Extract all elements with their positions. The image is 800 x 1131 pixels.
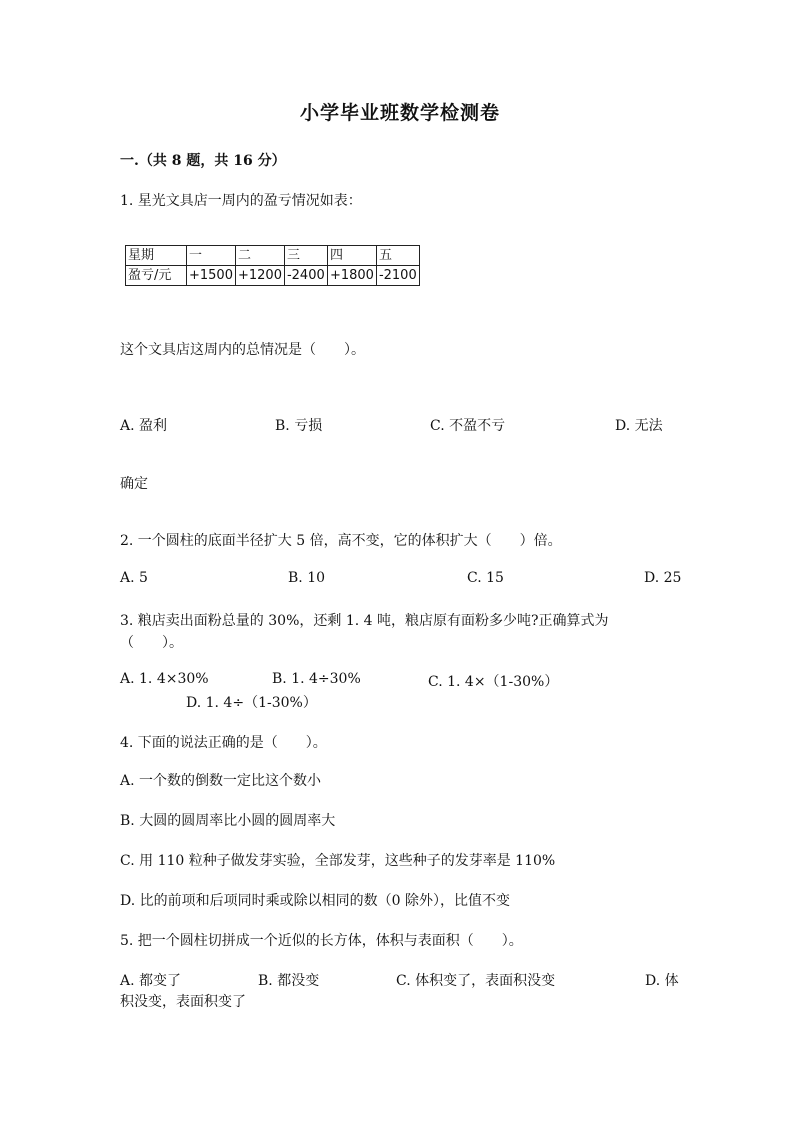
question-2-option-d: D. 25 [644, 570, 682, 586]
table-row [126, 266, 420, 286]
question-1-stem: 1. 星光文具店一周内的盈亏情况如表： [120, 193, 362, 209]
table-cell: +1500 [187, 266, 236, 286]
table-cell: 盈亏/元 [126, 266, 187, 286]
question-4-stem: 4. 下面的说法正确的是（ ）。 [120, 735, 327, 751]
question-5-option-b: B. 都没变 [258, 973, 320, 989]
question-3-stem-line2: （ ）。 [120, 635, 183, 651]
table-cell: 星期 [126, 246, 187, 266]
question-3-option-c: C. 1. 4×（1-30%） [428, 674, 559, 690]
question-1-ask: 这个文具店这周内的总情况是（ ）。 [120, 342, 365, 358]
table-cell: +1800 [327, 266, 376, 286]
question-5-option-c: C. 体积变了，表面积没变 [396, 973, 556, 989]
question-4-option-a: A. 一个数的倒数一定比这个数小 [120, 773, 322, 789]
question-1-option-a: A. 盈利 [120, 418, 168, 434]
question-1-option-c: C. 不盈不亏 [430, 418, 506, 434]
question-5-option-d: D. 体 [645, 973, 679, 989]
question-3-stem-line1: 3. 粮店卖出面粉总量的 30%，还剩 1. 4 吨，粮店原有面粉多少吨?正确算式为 [120, 613, 609, 629]
table-cell: +1200 [235, 266, 284, 286]
question-3-option-d: D. 1. 4÷（1-30%） [186, 695, 317, 711]
table-cell: -2100 [376, 266, 419, 286]
profit-loss-table [125, 245, 420, 286]
section-heading: 一.（共 8 题，共 16 分） [120, 153, 286, 169]
table-cell: 五 [376, 246, 419, 266]
question-1-option-d-wrap: 确定 [120, 476, 148, 492]
question-2-option-a: A. 5 [120, 570, 148, 586]
question-2-stem: 2. 一个圆柱的底面半径扩大 5 倍，高不变，它的体积扩大（ ）倍。 [120, 533, 562, 549]
question-4-option-c: C. 用 110 粒种子做发芽实验，全部发芽，这些种子的发芽率是 110% [120, 853, 556, 869]
question-4-option-d: D. 比的前项和后项同时乘或除以相同的数（0 除外），比值不变 [120, 893, 510, 909]
question-3-option-a: A. 1. 4×30% [120, 671, 209, 687]
table-cell: 二 [235, 246, 284, 266]
table-cell: 一 [187, 246, 236, 266]
question-1-option-d: D. 无法 [615, 418, 663, 434]
table-cell: 四 [327, 246, 376, 266]
table-row [126, 246, 420, 266]
page-title: 小学毕业班数学检测卷 [299, 102, 500, 124]
table-cell: -2400 [284, 266, 327, 286]
question-1-option-b: B. 亏损 [275, 418, 323, 434]
question-2-option-c: C. 15 [467, 570, 504, 586]
question-5-option-a: A. 都变了 [120, 973, 182, 989]
question-2-option-b: B. 10 [288, 570, 326, 586]
question-5-option-d-wrap: 积没变，表面积变了 [120, 994, 246, 1010]
table-cell: 三 [284, 246, 327, 266]
question-3-option-b: B. 1. 4÷30% [272, 671, 361, 687]
question-4-option-b: B. 大圆的圆周率比小圆的圆周率大 [120, 813, 336, 829]
question-5-stem: 5. 把一个圆柱切拼成一个近似的长方体，体积与表面积（ ）。 [120, 933, 523, 949]
